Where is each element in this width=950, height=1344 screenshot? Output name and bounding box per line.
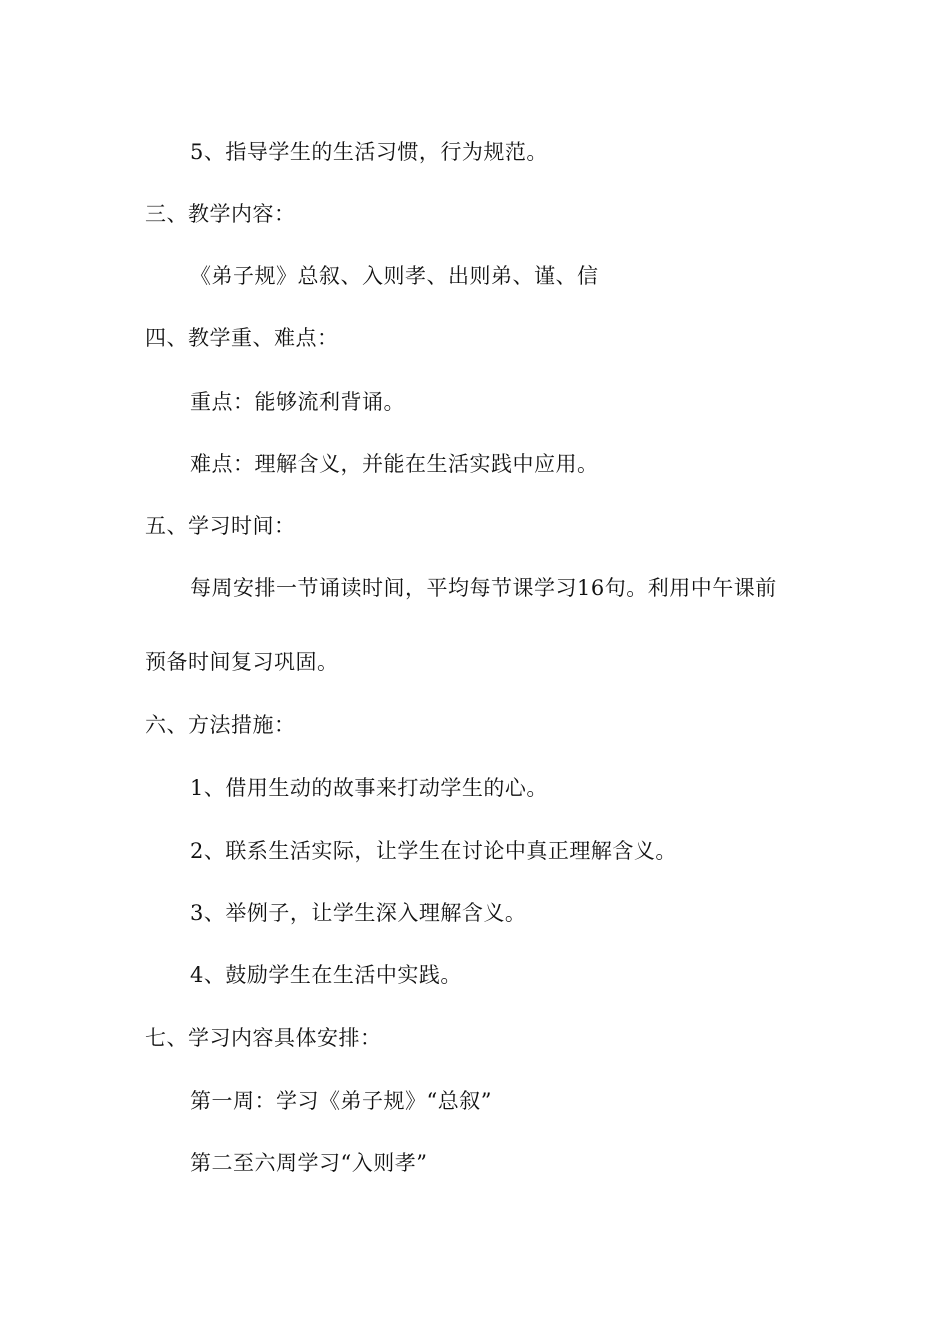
- list-item-1-stories: 1、借用生动的故事来打动学生的心。: [190, 776, 548, 800]
- list-item-3-examples: 3、举例子，让学生深入理解含义。: [190, 901, 527, 925]
- paragraph-teaching-content: 《弟子规》总叙、入则孝、出则弟、谨、信: [190, 264, 599, 288]
- heading-study-time: 五、学习时间：: [145, 514, 296, 538]
- list-item-5-guide-habits: 5、指导学生的生活习惯，行为规范。: [190, 140, 548, 164]
- list-item-4-practice: 4、鼓励学生在生活中实践。: [190, 963, 462, 987]
- schedule-weeks-2-6: 第二至六周学习“入则孝”: [190, 1151, 428, 1175]
- paragraph-study-time-line2: 预备时间复习巩固。: [145, 650, 339, 674]
- heading-key-difficult-points: 四、教学重、难点：: [145, 326, 339, 350]
- heading-methods: 六、方法措施：: [145, 713, 296, 737]
- schedule-week-1: 第一周：学习《弟子规》“总叙”: [190, 1089, 492, 1113]
- list-item-2-real-life: 2、联系生活实际，让学生在讨论中真正理解含义。: [190, 839, 677, 863]
- paragraph-study-time-line1: 每周安排一节诵读时间，平均每节课学习16句。利用中午课前: [190, 576, 777, 600]
- heading-schedule: 七、学习内容具体安排：: [145, 1026, 382, 1050]
- heading-teaching-content: 三、教学内容：: [145, 202, 296, 226]
- paragraph-key-point: 重点：能够流利背诵。: [190, 390, 405, 414]
- paragraph-difficult-point: 难点：理解含义，并能在生活实践中应用。: [190, 452, 599, 476]
